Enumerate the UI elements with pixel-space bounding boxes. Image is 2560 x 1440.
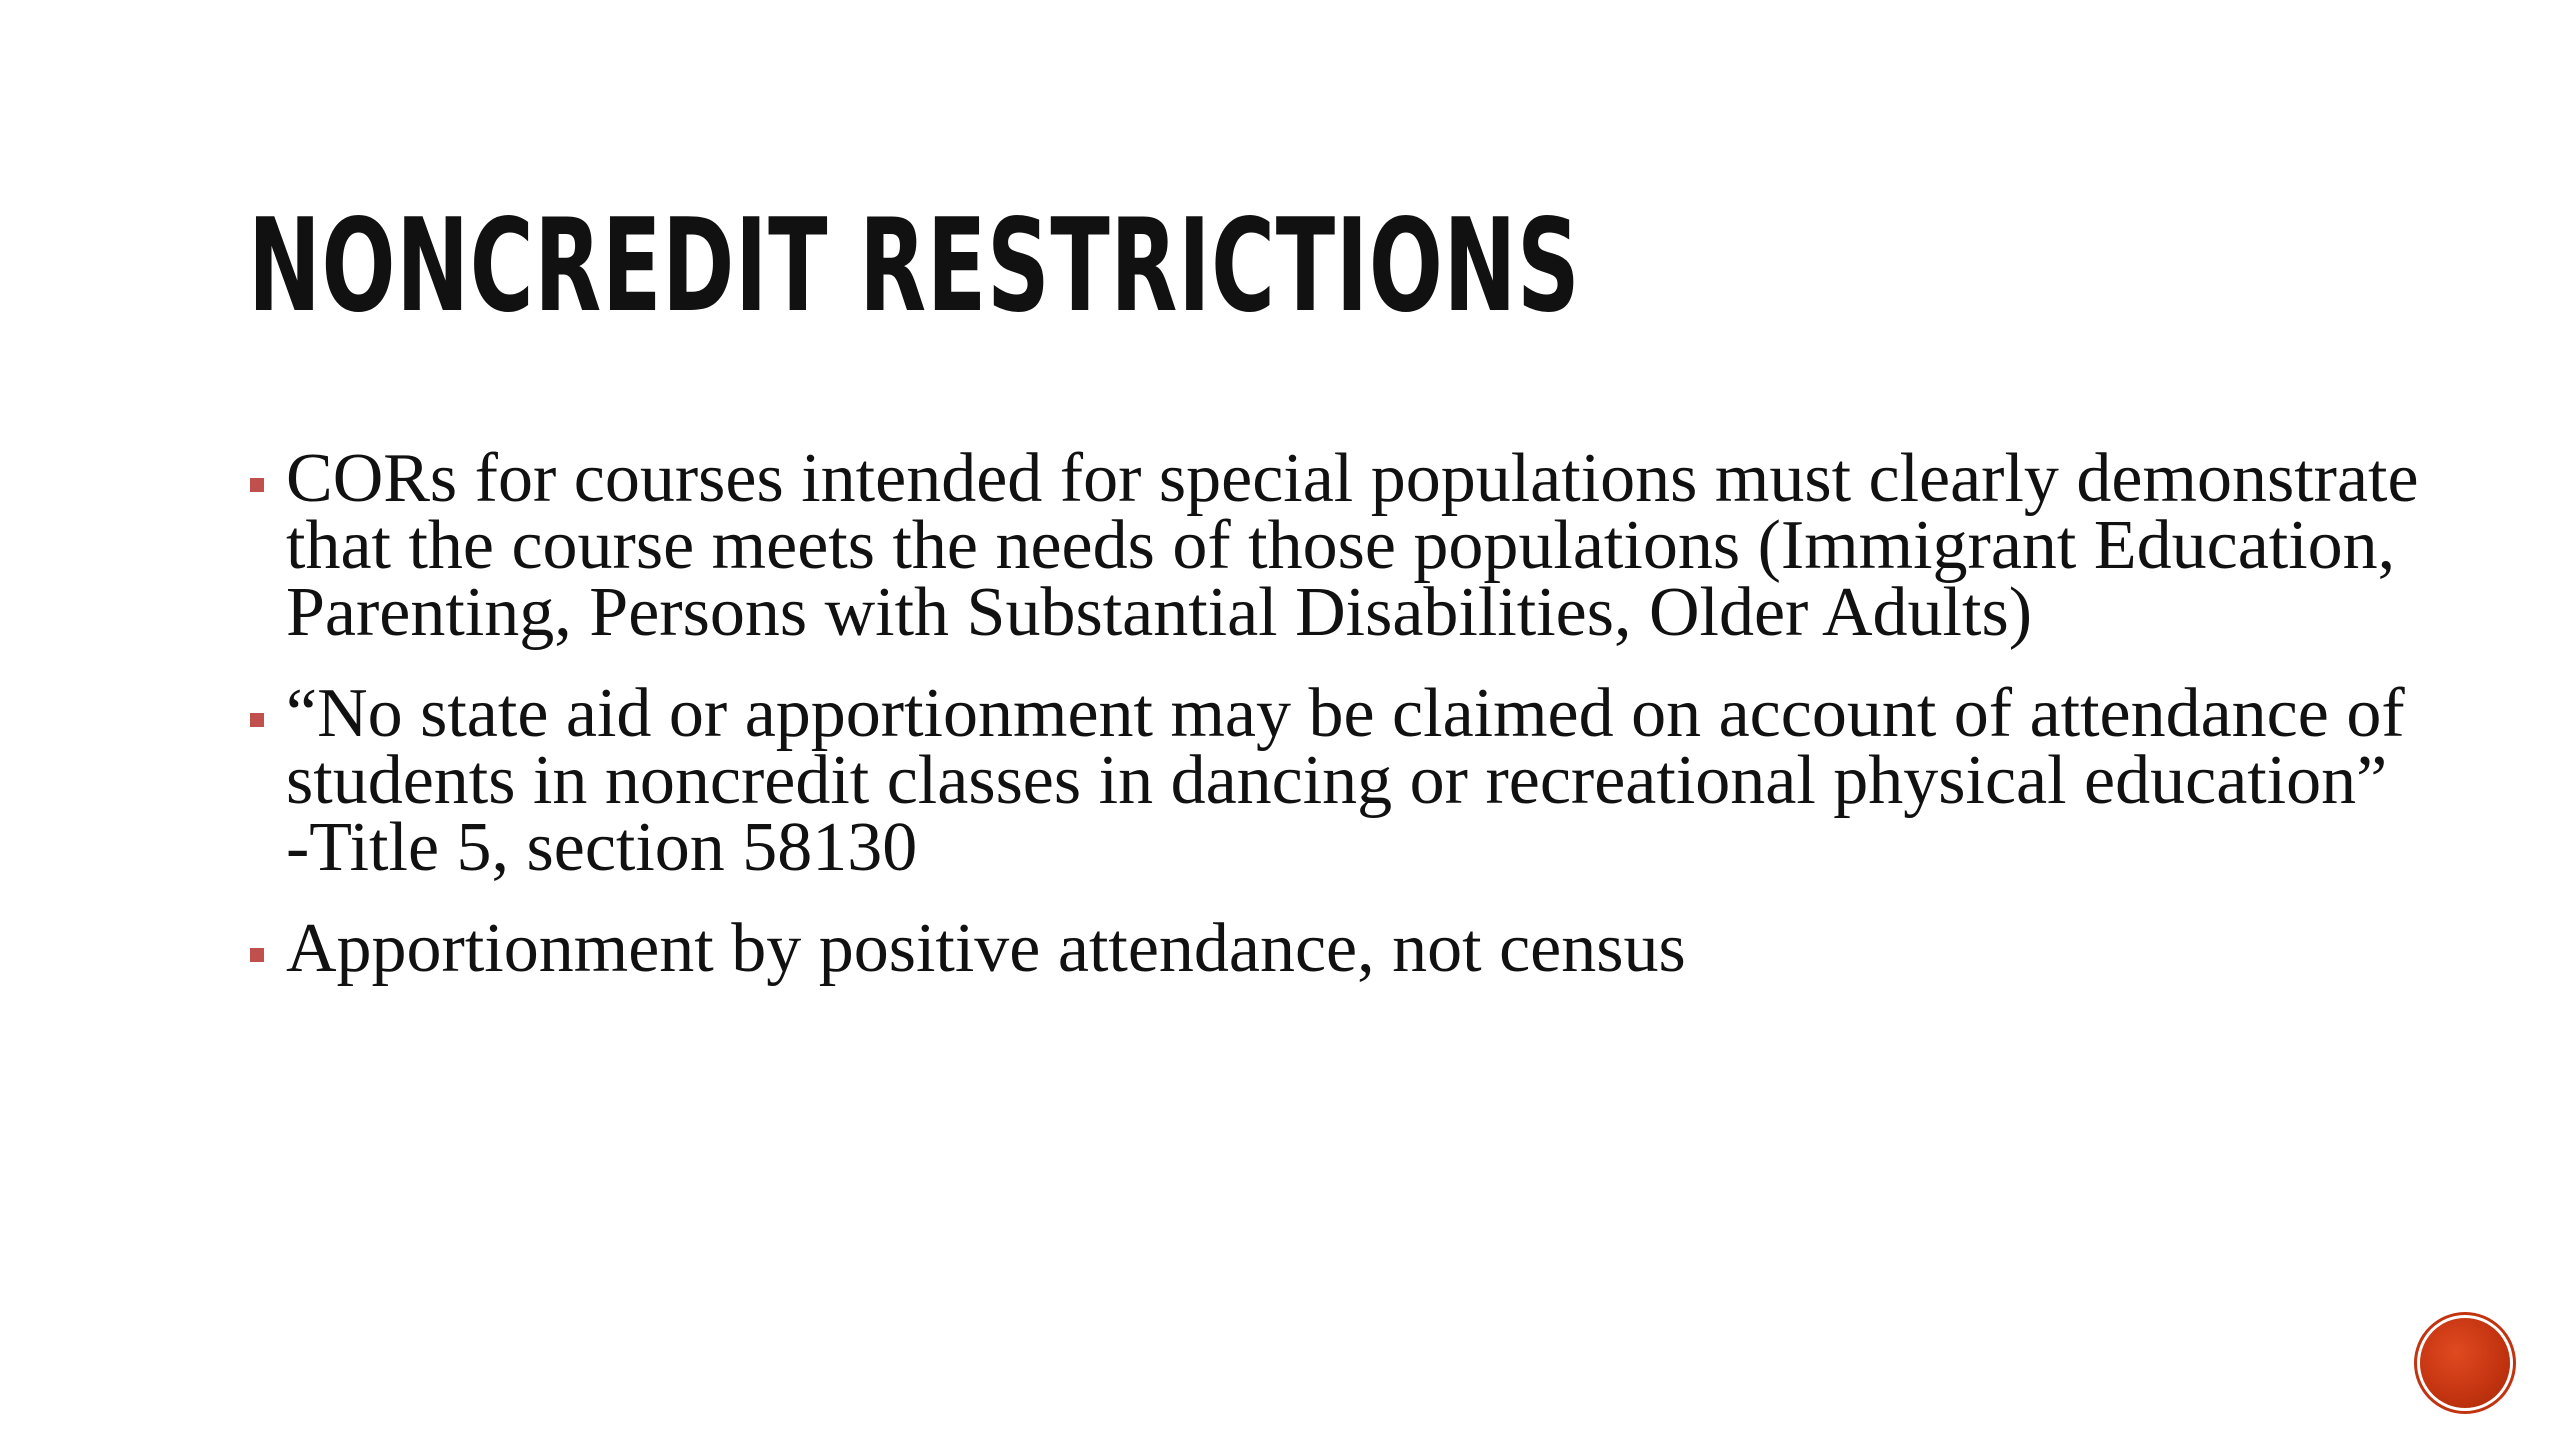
square-bullet-icon xyxy=(250,713,264,727)
bullet-text: “No state aid or apportionment may be claimed on account of attendance of students in noncredit classes in dancing or recreational physical education” -Title 5, section 58130 xyxy=(286,675,2405,886)
next-slide-button[interactable] xyxy=(2420,1318,2510,1408)
bullet-item xyxy=(248,910,2428,987)
bullet-list xyxy=(248,440,2428,1016)
slide-title: NONCREDIT RESTRICTIONS xyxy=(248,192,1581,341)
square-bullet-icon xyxy=(250,948,264,962)
bullet-item xyxy=(248,675,2428,886)
square-bullet-icon xyxy=(250,478,264,492)
bullet-item xyxy=(248,440,2428,651)
bullet-text: CORs for courses intended for special populations must clearly demonstrate that the course meets the needs of those populations (Immigrant Education, Parenting, Persons with Substantial Disabilities, Older Adults) xyxy=(286,440,2419,651)
bullet-text: Apportionment by positive attendance, not census xyxy=(286,910,1686,987)
